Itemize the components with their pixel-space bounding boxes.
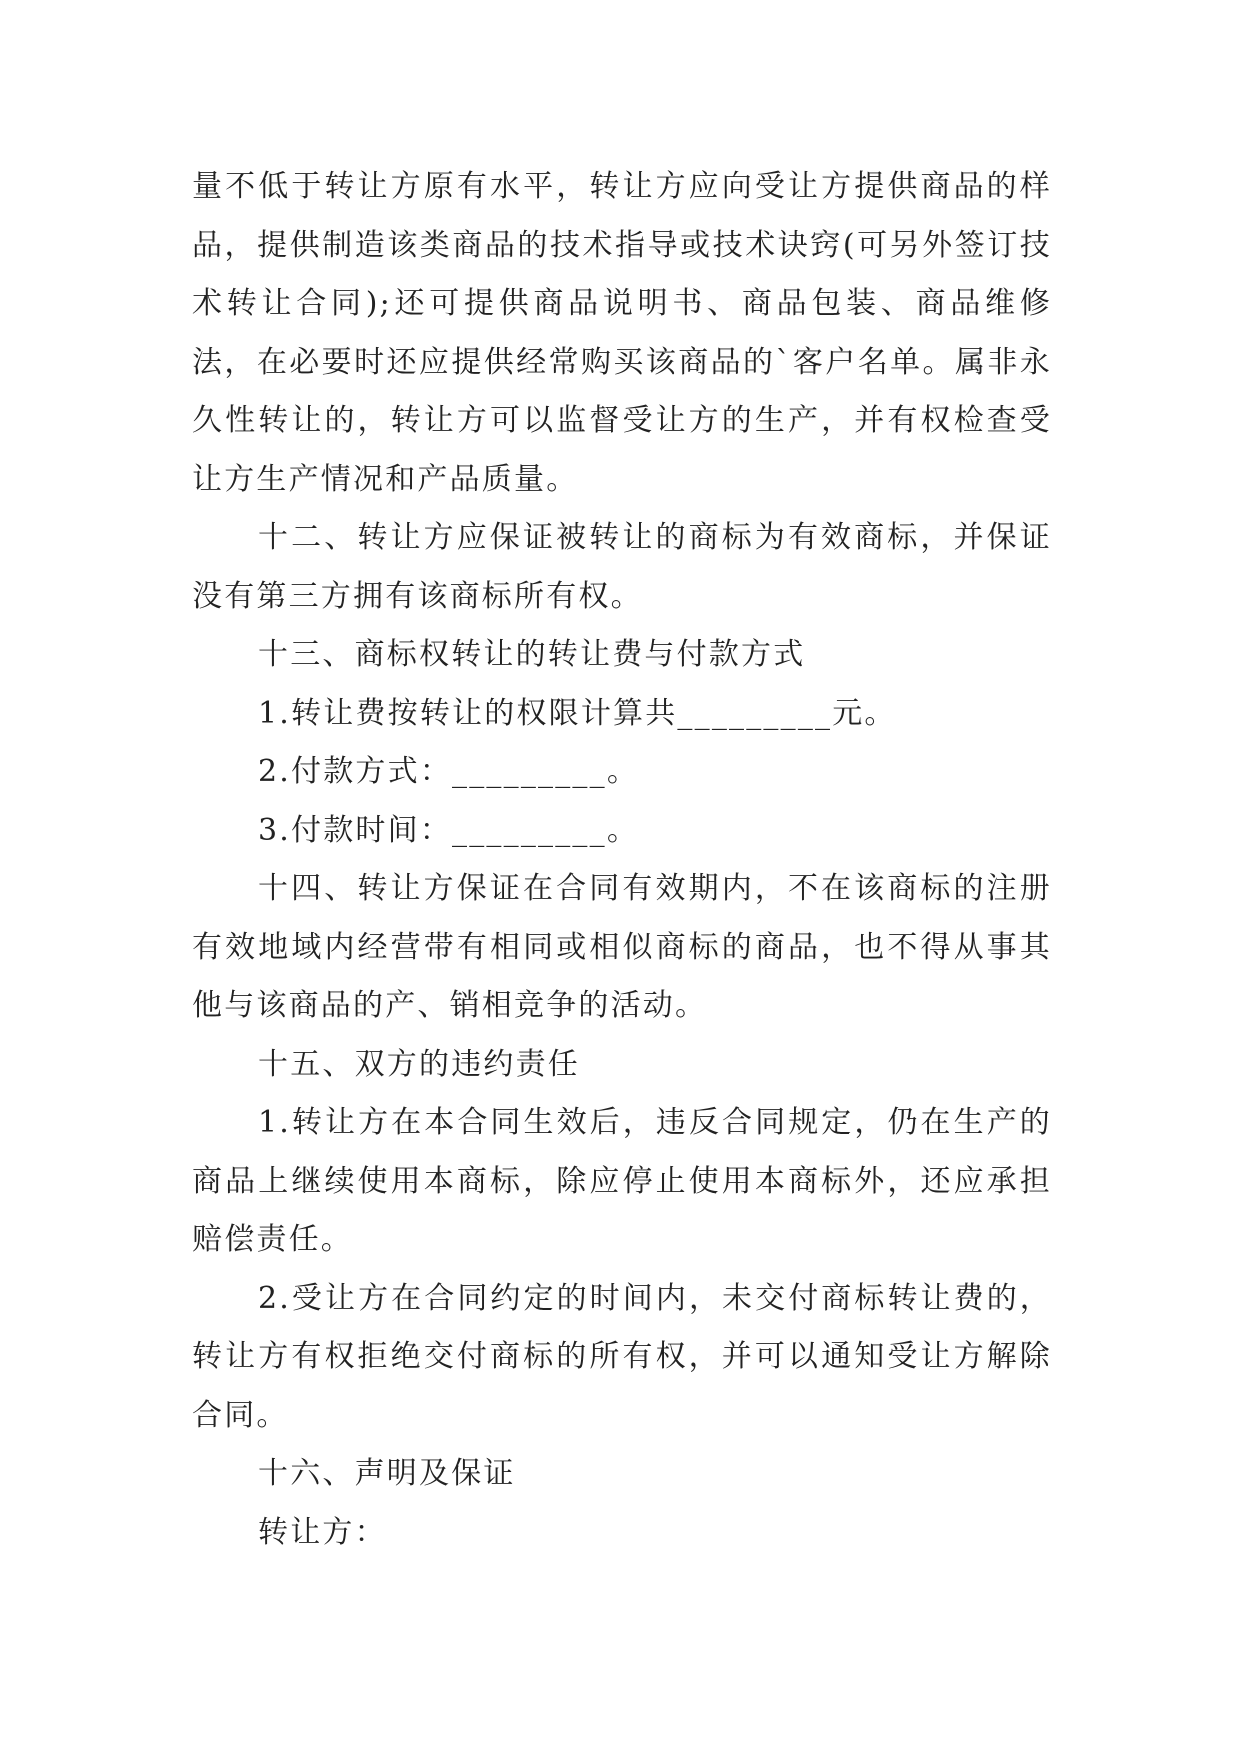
- clause-12: 十二、转让方应保证被转让的商标为有效商标，并保证没有第三方拥有该商标所有权。: [192, 520, 1052, 614]
- clause-13-heading: 十三、商标权转让的转让费与付款方式: [258, 637, 806, 672]
- clause-13-item-2: 2.付款方式：_________。: [258, 754, 640, 789]
- clause-16-heading: 十六、声明及保证: [258, 1456, 516, 1491]
- transferor-label: 转让方：: [258, 1514, 387, 1550]
- clause-13-item-1: 1.转让费按转让的权限计算共_________元。: [258, 695, 897, 731]
- paragraph-continuation: 量不低于转让方原有水平，转让方应向受让方提供商品的样品，提供制造该类商品的技术指导或技术诀窍(可另外签订技术转让合同);还可提供商品说明书、商品包装、商品维修法，在必要时还应提供经常购买该商品的`客户名单。属非永久性转让的，转让方可以监督受让方的生产，并有权检查受让方生产情况和产品质量。: [192, 169, 1052, 497]
- clause-13-item-3: 3.付款时间：_________。: [258, 812, 640, 848]
- clause-15-item-2: 2.受让方在合同约定的时间内，未交付商标转让费的，转让方有权拒绝交付商标的所有权，并可以通知受让方解除合同。: [192, 1280, 1052, 1433]
- clause-15-heading: 十五、双方的违约责任: [258, 1046, 580, 1082]
- clause-14: 十四、转让方保证在合同有效期内，不在该商标的注册有效地域内经营带有相同或相似商标的商品，也不得从事其他与该商品的产、销相竞争的活动。: [192, 871, 1052, 1023]
- document-body: [192, 158, 1052, 1562]
- clause-15-item-1: 1.转让方在本合同生效后，违反合同规定，仍在生产的商品上继续使用本商标，除应停止使用本商标外，还应承担赔偿责任。: [192, 1105, 1052, 1257]
